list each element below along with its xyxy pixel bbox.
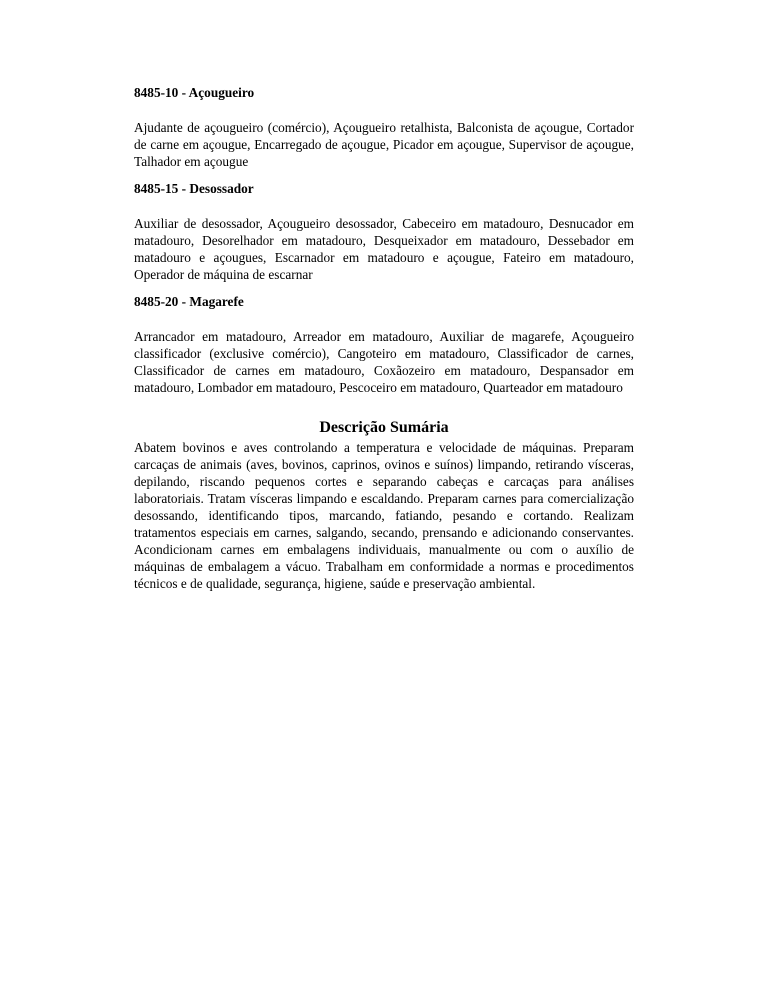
summary-body: Abatem bovinos e aves controlando a temperatura e velocidade de máquinas. Preparam carcaças de animais (aves, bovinos, caprinos, ovinos e suínos) limpando, retirando vísceras, depilando, riscando pequenos cortes e separando cabeças e carcaças para análises laboratoriais. Tratam vísceras limpando e escaldando. Preparam carnes para comercialização desossando, identificando tipos, marcando, fatiando, pesando e cortando. Realizam tratamentos especiais em carnes, salgando, secando, prensando e adicionando conservantes. Acondicionam carnes em embalagens individuais, manualmente ou com o auxílio de máquinas de embalagem a vácuo. Trabalham em conformidade a normas e procedimentos técnicos e de qualidade, segurança, higiene, saúde e preservação ambiental. — [134, 440, 634, 591]
occupation-list-848510: Ajudante de açougueiro (comércio), Açougueiro retalhista, Balconista de açougue, Cortador de carne em açougue, Encarregado de açougue, Picador em açougue, Supervisor de açougue, Talhador em açougue — [134, 120, 634, 169]
summary-title: Descrição Sumária — [319, 419, 449, 436]
occupation-heading-848510: 8485-10 - Açougueiro — [134, 85, 255, 100]
document-page — [134, 84, 634, 592]
occupation-list-848520: Arrancador em matadouro, Arreador em matadouro, Auxiliar de magarefe, Açougueiro classificador (exclusive comércio), Cangoteiro em matadouro, Classificador de carnes, Classificador de carnes em matadouro, Coxãozeiro em matadouro, Despansador em matadouro, Lombador em matadouro, Pescoceiro em matadouro, Quarteador em matadouro — [134, 329, 634, 395]
occupation-list-848515: Auxiliar de desossador, Açougueiro desossador, Cabeceiro em matadouro, Desnucador em matadouro, Desorelhador em matadouro, Desqueixador em matadouro, Dessebador em matadouro e açougues, Escarnador em matadouro e açougue, Fateiro em matadouro, Operador de máquina de escarnar — [134, 216, 634, 282]
occupation-heading-848520: 8485-20 - Magarefe — [134, 294, 244, 309]
occupation-heading-848515: 8485-15 - Desossador — [134, 181, 254, 196]
